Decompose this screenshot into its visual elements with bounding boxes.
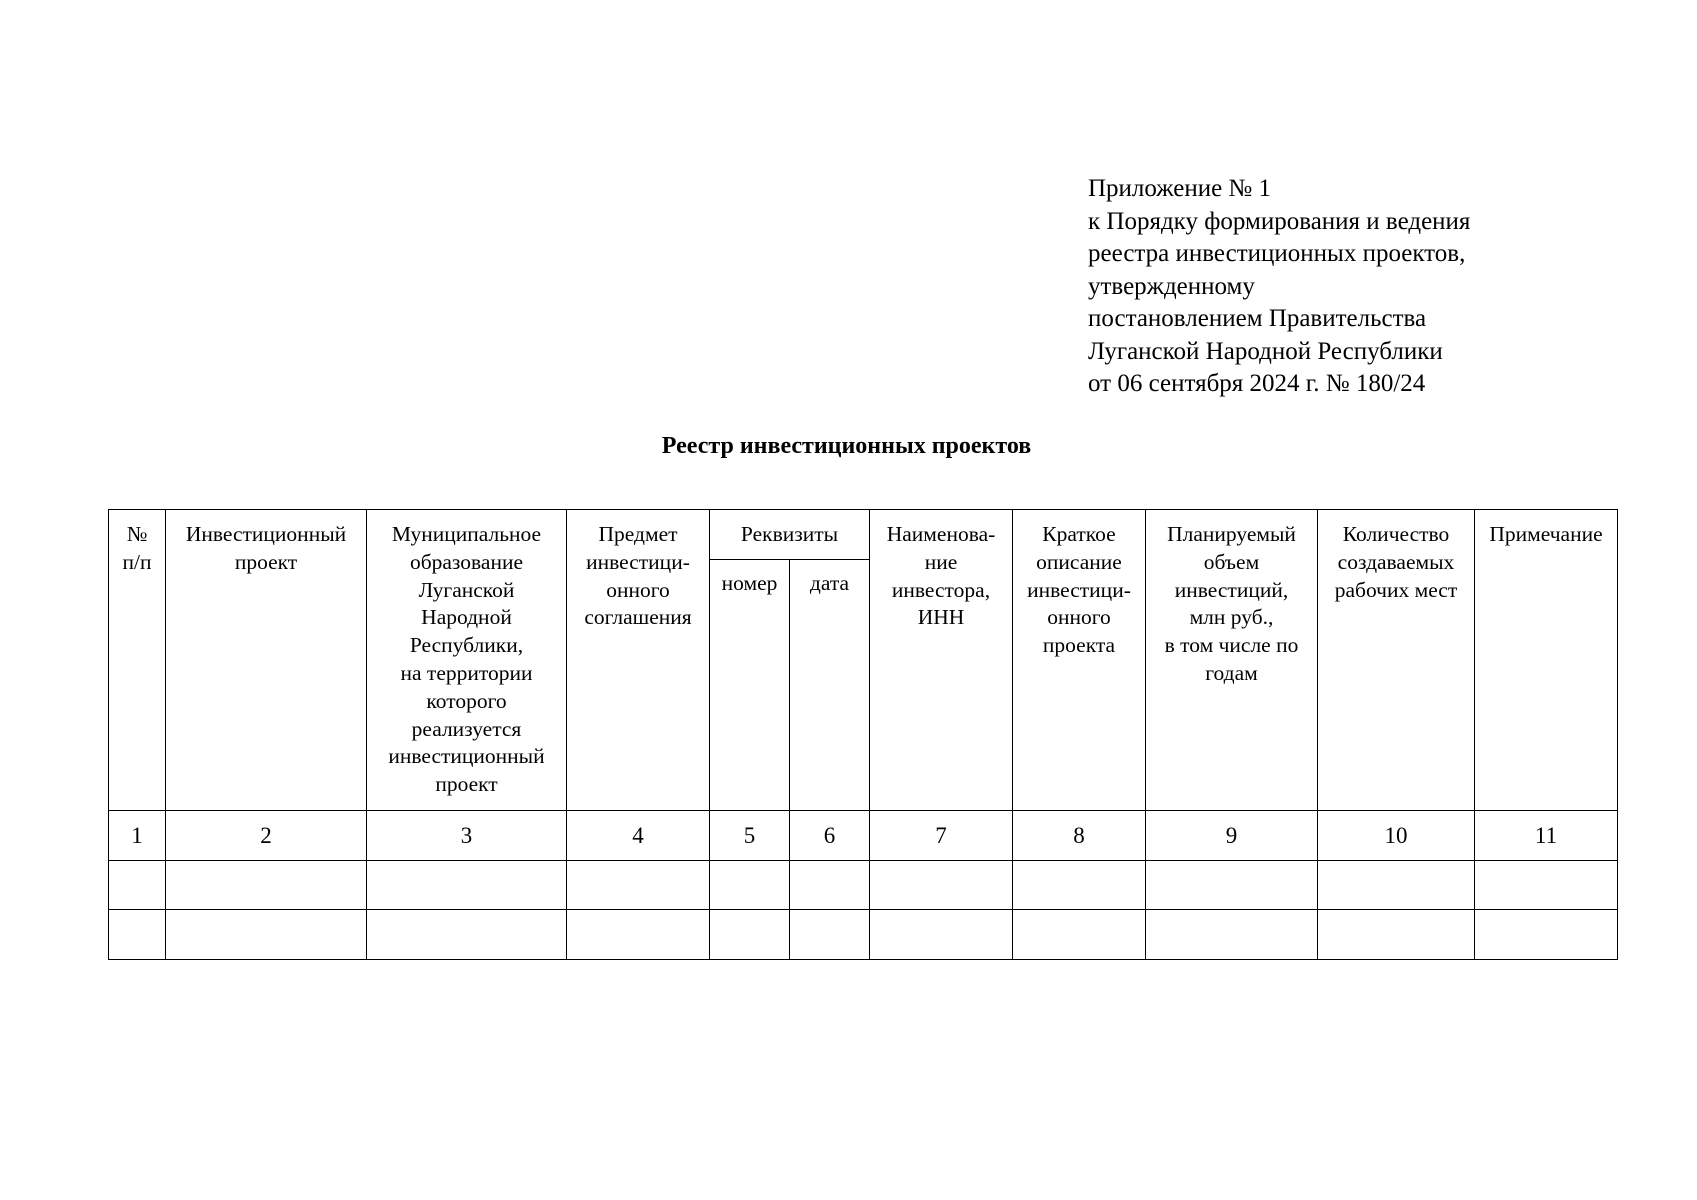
table-cell [367, 910, 567, 960]
appendix-note [1088, 173, 1648, 401]
column-number-cell: 7 [870, 811, 1013, 861]
table-cell [1013, 910, 1146, 960]
appendix-line: Приложение № 1 [1088, 175, 1272, 202]
document-title [0, 433, 1697, 460]
column-number-cell: 4 [567, 811, 710, 861]
table-row [109, 910, 1618, 960]
appendix-line: постановлением Правительства [1088, 305, 1427, 332]
header-cell-requisites: Реквизиты [710, 510, 870, 560]
registry-table [108, 509, 1618, 960]
appendix-line: реестра инвестиционных проектов, [1088, 240, 1466, 267]
column-number-cell: 2 [166, 811, 367, 861]
column-number-cell: 5 [710, 811, 790, 861]
table-cell [1475, 861, 1618, 910]
table-cell [870, 861, 1013, 910]
table-cell [1318, 861, 1475, 910]
column-number-cell: 10 [1318, 811, 1475, 861]
table-cell [166, 861, 367, 910]
table-cell [790, 861, 870, 910]
table-cell [1318, 910, 1475, 960]
appendix-line: Луганской Народной Республики [1088, 337, 1443, 365]
table-row [109, 861, 1618, 910]
appendix-line: утвержденному [1088, 272, 1255, 300]
header-cell-req-date: дата [790, 560, 870, 811]
header-cell-investor: Наименова- ние инвестора, ИНН [870, 510, 1013, 811]
table-cell [567, 861, 710, 910]
table-header-row [109, 510, 1618, 560]
appendix-line: к Порядку формирования и ведения [1088, 207, 1471, 235]
header-cell-jobs: Количество создаваемых рабочих мест [1318, 510, 1475, 811]
header-cell-project: Инвестиционный проект [166, 510, 367, 811]
header-cell-note: Примечание [1475, 510, 1618, 811]
header-cell-municipality: Муниципальное образование Луганской Народной Республики, на территории которого реализуется инвестиционный проект [367, 510, 567, 811]
column-number-cell: 6 [790, 811, 870, 861]
header-cell-number: № п/п [109, 510, 166, 811]
table-cell [367, 861, 567, 910]
appendix-line: от 06 сентября 2024 г. № 180/24 [1088, 370, 1426, 397]
table-cell [870, 910, 1013, 960]
column-number-row [109, 811, 1618, 861]
header-cell-description: Краткое описание инвестици- онного проекта [1013, 510, 1146, 811]
table-cell [790, 910, 870, 960]
header-cell-agreement-subject: Предмет инвестици- онного соглашения [567, 510, 710, 811]
column-number-cell: 11 [1475, 811, 1618, 861]
table-cell [1146, 910, 1318, 960]
table-cell [567, 910, 710, 960]
header-cell-req-number: номер [710, 560, 790, 811]
table-cell [710, 861, 790, 910]
column-number-cell: 8 [1013, 811, 1146, 861]
table-cell [1146, 861, 1318, 910]
table-cell [710, 910, 790, 960]
table-cell [1475, 910, 1618, 960]
column-number-cell: 9 [1146, 811, 1318, 861]
table-cell [109, 861, 166, 910]
column-number-cell: 1 [109, 811, 166, 861]
document-title-text: Реестр инвестиционных проектов [661, 433, 1032, 459]
table-cell [166, 910, 367, 960]
table-cell [1013, 861, 1146, 910]
column-number-cell: 3 [367, 811, 567, 861]
table-cell [109, 910, 166, 960]
header-cell-investment-volume: Планируемый объем инвестиций, млн руб., в том числе по годам [1146, 510, 1318, 811]
